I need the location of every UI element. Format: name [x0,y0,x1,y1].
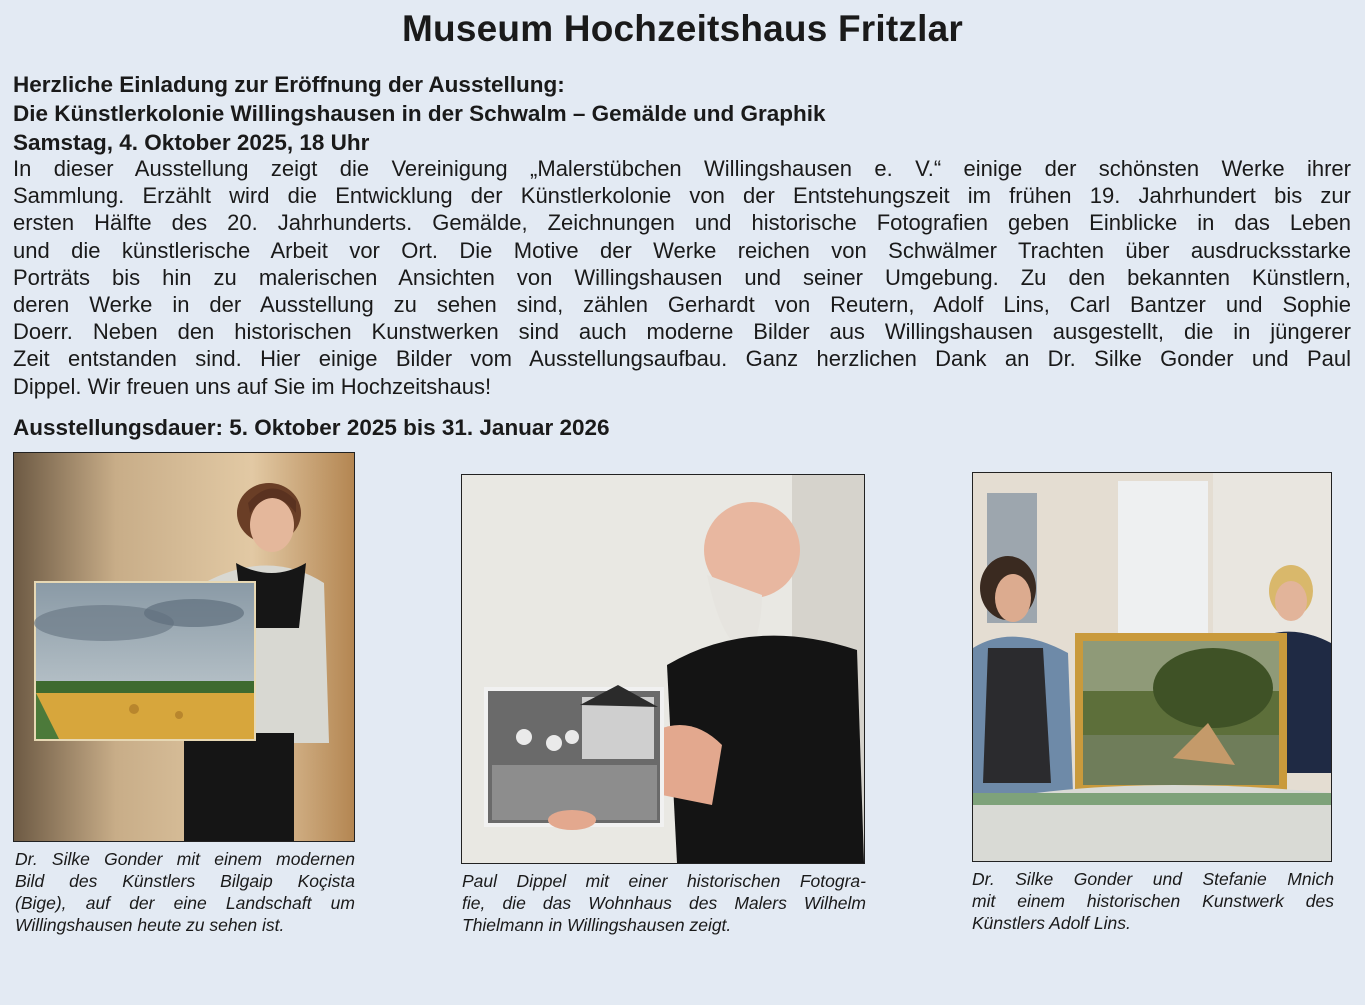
article-body [13,155,1351,400]
caption-line: Dr. Silke Gonder und Stefanie Mnich [972,869,1334,889]
body-line: In dieser Ausstellung zeigt die Vereinigung „Malerstübchen Willingshausen e. V.“ einige der schönsten Werke ihrer [13,156,1351,181]
opening-date: Samstag, 4. Oktober 2025, 18 Uhr [13,130,370,155]
photo-paul-dippel [461,474,865,864]
photo-silke-gonder [13,452,355,842]
caption-line: mit einem historischen Kunstwerk des [972,891,1334,911]
caption-photo-1 [15,848,355,936]
exhibition-duration: Ausstellungsdauer: 5. Oktober 2025 bis 31. Januar 2026 [13,415,610,440]
caption-line: (Bige), auf der eine Landschaft um [15,893,355,913]
caption-line: Thielmann in Willingshausen zeigt. [462,915,732,935]
body-line: Dippel. Wir freuen uns auf Sie im Hochzeitshaus! [13,373,492,399]
body-line: Porträts bis hin zu malerischen Ansichten von Willingshausen und seiner Umgebung. Zu den bekannten Künstlern, [13,264,1351,290]
body-line: deren Werke in der Ausstellung zu sehen sind, zählen Gerhardt von Reutern, Adolf Lins, Carl Bantzer und Sophie [13,292,1351,318]
caption-line: Paul Dippel mit einer historischen Fotogra- [462,871,866,891]
caption-photo-2 [462,870,866,936]
exhibition-title: Die Künstlerkolonie Willingshausen in der Schwalm – Gemälde und Graphik [13,101,826,126]
photo-gonder-mnich [972,472,1332,862]
body-line: und die künstlerische Arbeit vor Ort. Die Motive der Werke reichen von Schwälmer Trachten über ausdrucksstarke [13,237,1351,263]
invitation-heading: Herzliche Einladung zur Eröffnung der Ausstellung: [13,72,565,97]
body-line: Doerr. Neben den historischen Kunstwerken sind auch moderne Bilder aus Willingshausen ausgestellt, die in jüngerer [13,319,1351,345]
body-line: Sammlung. Erzählt wird die Entwicklung der Künstlerkolonie von der Entstehungszeit im frühen 19. Jahrhundert bis zur [13,183,1351,209]
body-line: ersten Hälfte des 20. Jahrhunderts. Gemälde, Zeichnungen und historische Fotografien geben Einblicke in das Leben [13,210,1351,236]
caption-line: Dr. Silke Gonder mit einem modernen [15,849,355,869]
body-line: Zeit entstanden sind. Hier einige Bilder vom Ausstellungsaufbau. Ganz herzlichen Dank an Dr. Silke Gonder und Paul [13,346,1351,372]
caption-line: Bild des Künstlers Bilgaip Koçista [15,871,355,891]
caption-line: Künstlers Adolf Lins. [972,913,1131,933]
page-title: Museum Hochzeitshaus Fritzlar [402,8,963,49]
caption-photo-3 [972,868,1334,934]
caption-line: fie, die das Wohnhaus des Malers Wilhelm [462,893,866,913]
caption-line: Willingshausen heute zu sehen ist. [15,915,285,935]
